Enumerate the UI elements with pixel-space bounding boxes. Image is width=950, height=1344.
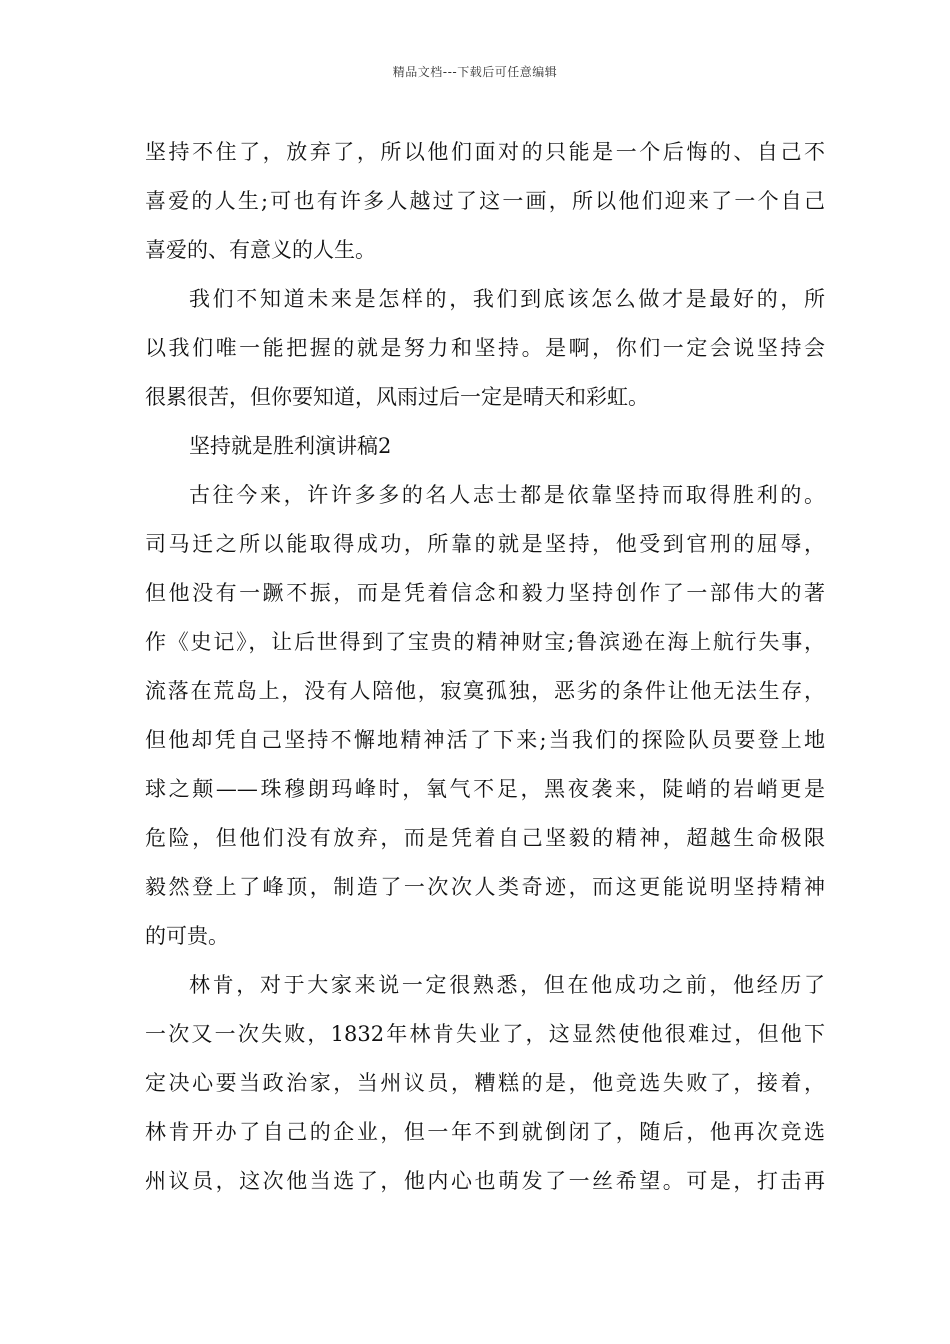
paragraph xyxy=(145,961,825,1206)
text-line: 我们不知道未来是怎样的，我们到底该怎么做才是最好的，所 xyxy=(189,287,825,311)
text-line: 林肯，对于大家来说一定很熟悉，但在他成功之前，他经历了 xyxy=(189,973,825,997)
heading-text: 坚持就是胜利演讲稿2 xyxy=(189,434,392,458)
text-line: 作《史记》，让后世得到了宝贵的精神财宝;鲁滨逊在海上航行失事， xyxy=(145,630,825,654)
text-line: 喜爱的、有意义的人生。 xyxy=(145,238,376,262)
text-line: 的可贵。 xyxy=(145,924,229,948)
text-line: 一次又一次失败，1832年林肯失业了，这显然使他很难过，但他下 xyxy=(145,1022,825,1046)
text-line: 流落在荒岛上，没有人陪他，寂寞孤独，恶劣的条件让他无法生存， xyxy=(145,679,825,703)
text-line: 以我们唯一能把握的就是努力和坚持。是啊，你们一定会说坚持会 xyxy=(145,336,825,360)
section-heading xyxy=(145,422,825,471)
text-line: 喜爱的人生;可也有许多人越过了这一画，所以他们迎来了一个自己 xyxy=(145,189,825,213)
text-line: 很累很苦，但你要知道，风雨过后一定是晴天和彩虹。 xyxy=(145,385,649,409)
text-line: 但他却凭自己坚持不懈地精神活了下来;当我们的探险队员要登上地 xyxy=(145,728,825,752)
document-body xyxy=(145,128,825,1206)
text-line: 毅然登上了峰顶，制造了一次次人类奇迹，而这更能说明坚持精神 xyxy=(145,875,825,899)
text-line: 坚持不住了，放弃了，所以他们面对的只能是一个后悔的、自己不 xyxy=(145,140,825,164)
paragraph xyxy=(145,128,825,275)
text-line: 司马迁之所以能取得成功，所靠的就是坚持，他受到官刑的屈辱， xyxy=(145,532,825,556)
paragraph xyxy=(145,275,825,422)
text-line: 林肯开办了自己的企业，但一年不到就倒闭了，随后，他再次竞选 xyxy=(145,1120,825,1144)
paragraph xyxy=(145,471,825,961)
text-line: 危险，但他们没有放弃，而是凭着自己坚毅的精神，超越生命极限 xyxy=(145,826,825,850)
page-header: 精品文档---下载后可任意编辑 xyxy=(392,65,558,79)
text-line: 州议员，这次他当选了，他内心也萌发了一丝希望。可是，打击再 xyxy=(145,1169,825,1193)
text-line: 球之颠——珠穆朗玛峰时，氧气不足，黑夜袭来，陡峭的岩峭更是 xyxy=(145,777,825,801)
text-line: 古往今来，许许多多的名人志士都是依靠坚持而取得胜利的。 xyxy=(189,483,825,507)
text-line: 但他没有一蹶不振，而是凭着信念和毅力坚持创作了一部伟大的著 xyxy=(145,581,825,605)
text-line: 定决心要当政治家，当州议员，糟糕的是，他竞选失败了，接着， xyxy=(145,1071,825,1095)
